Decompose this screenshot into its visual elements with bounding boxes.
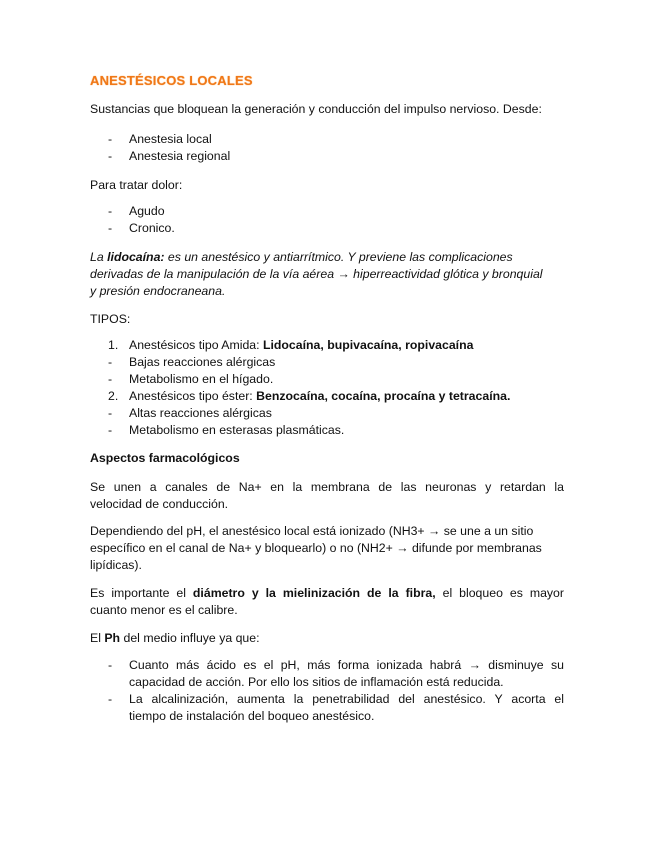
list-item: Altas reacciones alérgicas — [129, 406, 272, 420]
list-bullet: - — [108, 204, 113, 218]
treat-label: Para tratar dolor: — [90, 178, 183, 192]
list-bullet: - — [108, 132, 113, 146]
lidocaine-term: lidocaína: — [107, 250, 165, 264]
ph-term: Ph — [104, 631, 121, 645]
list-item: La alcalinización, aumenta la penetrabilidad del anestésico. Y acorta el tiempo de instalación del boqueo anestésico. — [129, 692, 564, 723]
list-item: Anestésicos tipo Amida: Lidocaína, bupivacaína, ropivacaína — [129, 338, 474, 352]
list-marker: - — [108, 406, 113, 420]
list-bullet: - — [108, 149, 113, 163]
list-item: Anestesia local — [129, 132, 212, 146]
list-marker: - — [108, 355, 113, 369]
list-bullet: - — [108, 221, 113, 235]
list-item: Metabolismo en el hígado. — [129, 372, 274, 386]
list-marker: 2. — [108, 389, 119, 403]
list-marker: - — [108, 372, 113, 386]
section-heading: Aspectos farmacológicos — [90, 451, 240, 465]
fiber-term: diámetro y la mielinización de la fibra, — [192, 586, 436, 600]
list-bullet: - — [108, 658, 113, 672]
list-item: Anestésicos tipo éster: Benzocaína, cocaína, procaína y tetracaína. — [129, 389, 511, 403]
intro-text: Sustancias que bloquean la generación y conducción del impulso nervioso. Desde: — [90, 102, 542, 116]
list-marker: 1. — [108, 338, 119, 352]
list-item: Agudo — [129, 204, 165, 218]
document-title: ANESTÉSICOS LOCALES — [90, 73, 253, 88]
list-item: Cuanto más ácido es el pH, más forma ionizada habrá → disminuye su capacidad de acción. Por ello los sitios de inflamación está reducida. — [129, 658, 564, 689]
list-item: Bajas reacciones alérgicas — [129, 355, 276, 369]
paragraph-ph-medium: El Ph del medio influye ya que: — [90, 631, 260, 645]
list-item: Metabolismo en esterasas plasmáticas. — [129, 423, 345, 437]
list-marker: - — [108, 423, 113, 437]
list-item: Cronico. — [129, 221, 175, 235]
list-item: Anestesia regional — [129, 149, 231, 163]
list-bullet: - — [108, 692, 113, 706]
tipos-label: TIPOS: — [90, 312, 131, 326]
